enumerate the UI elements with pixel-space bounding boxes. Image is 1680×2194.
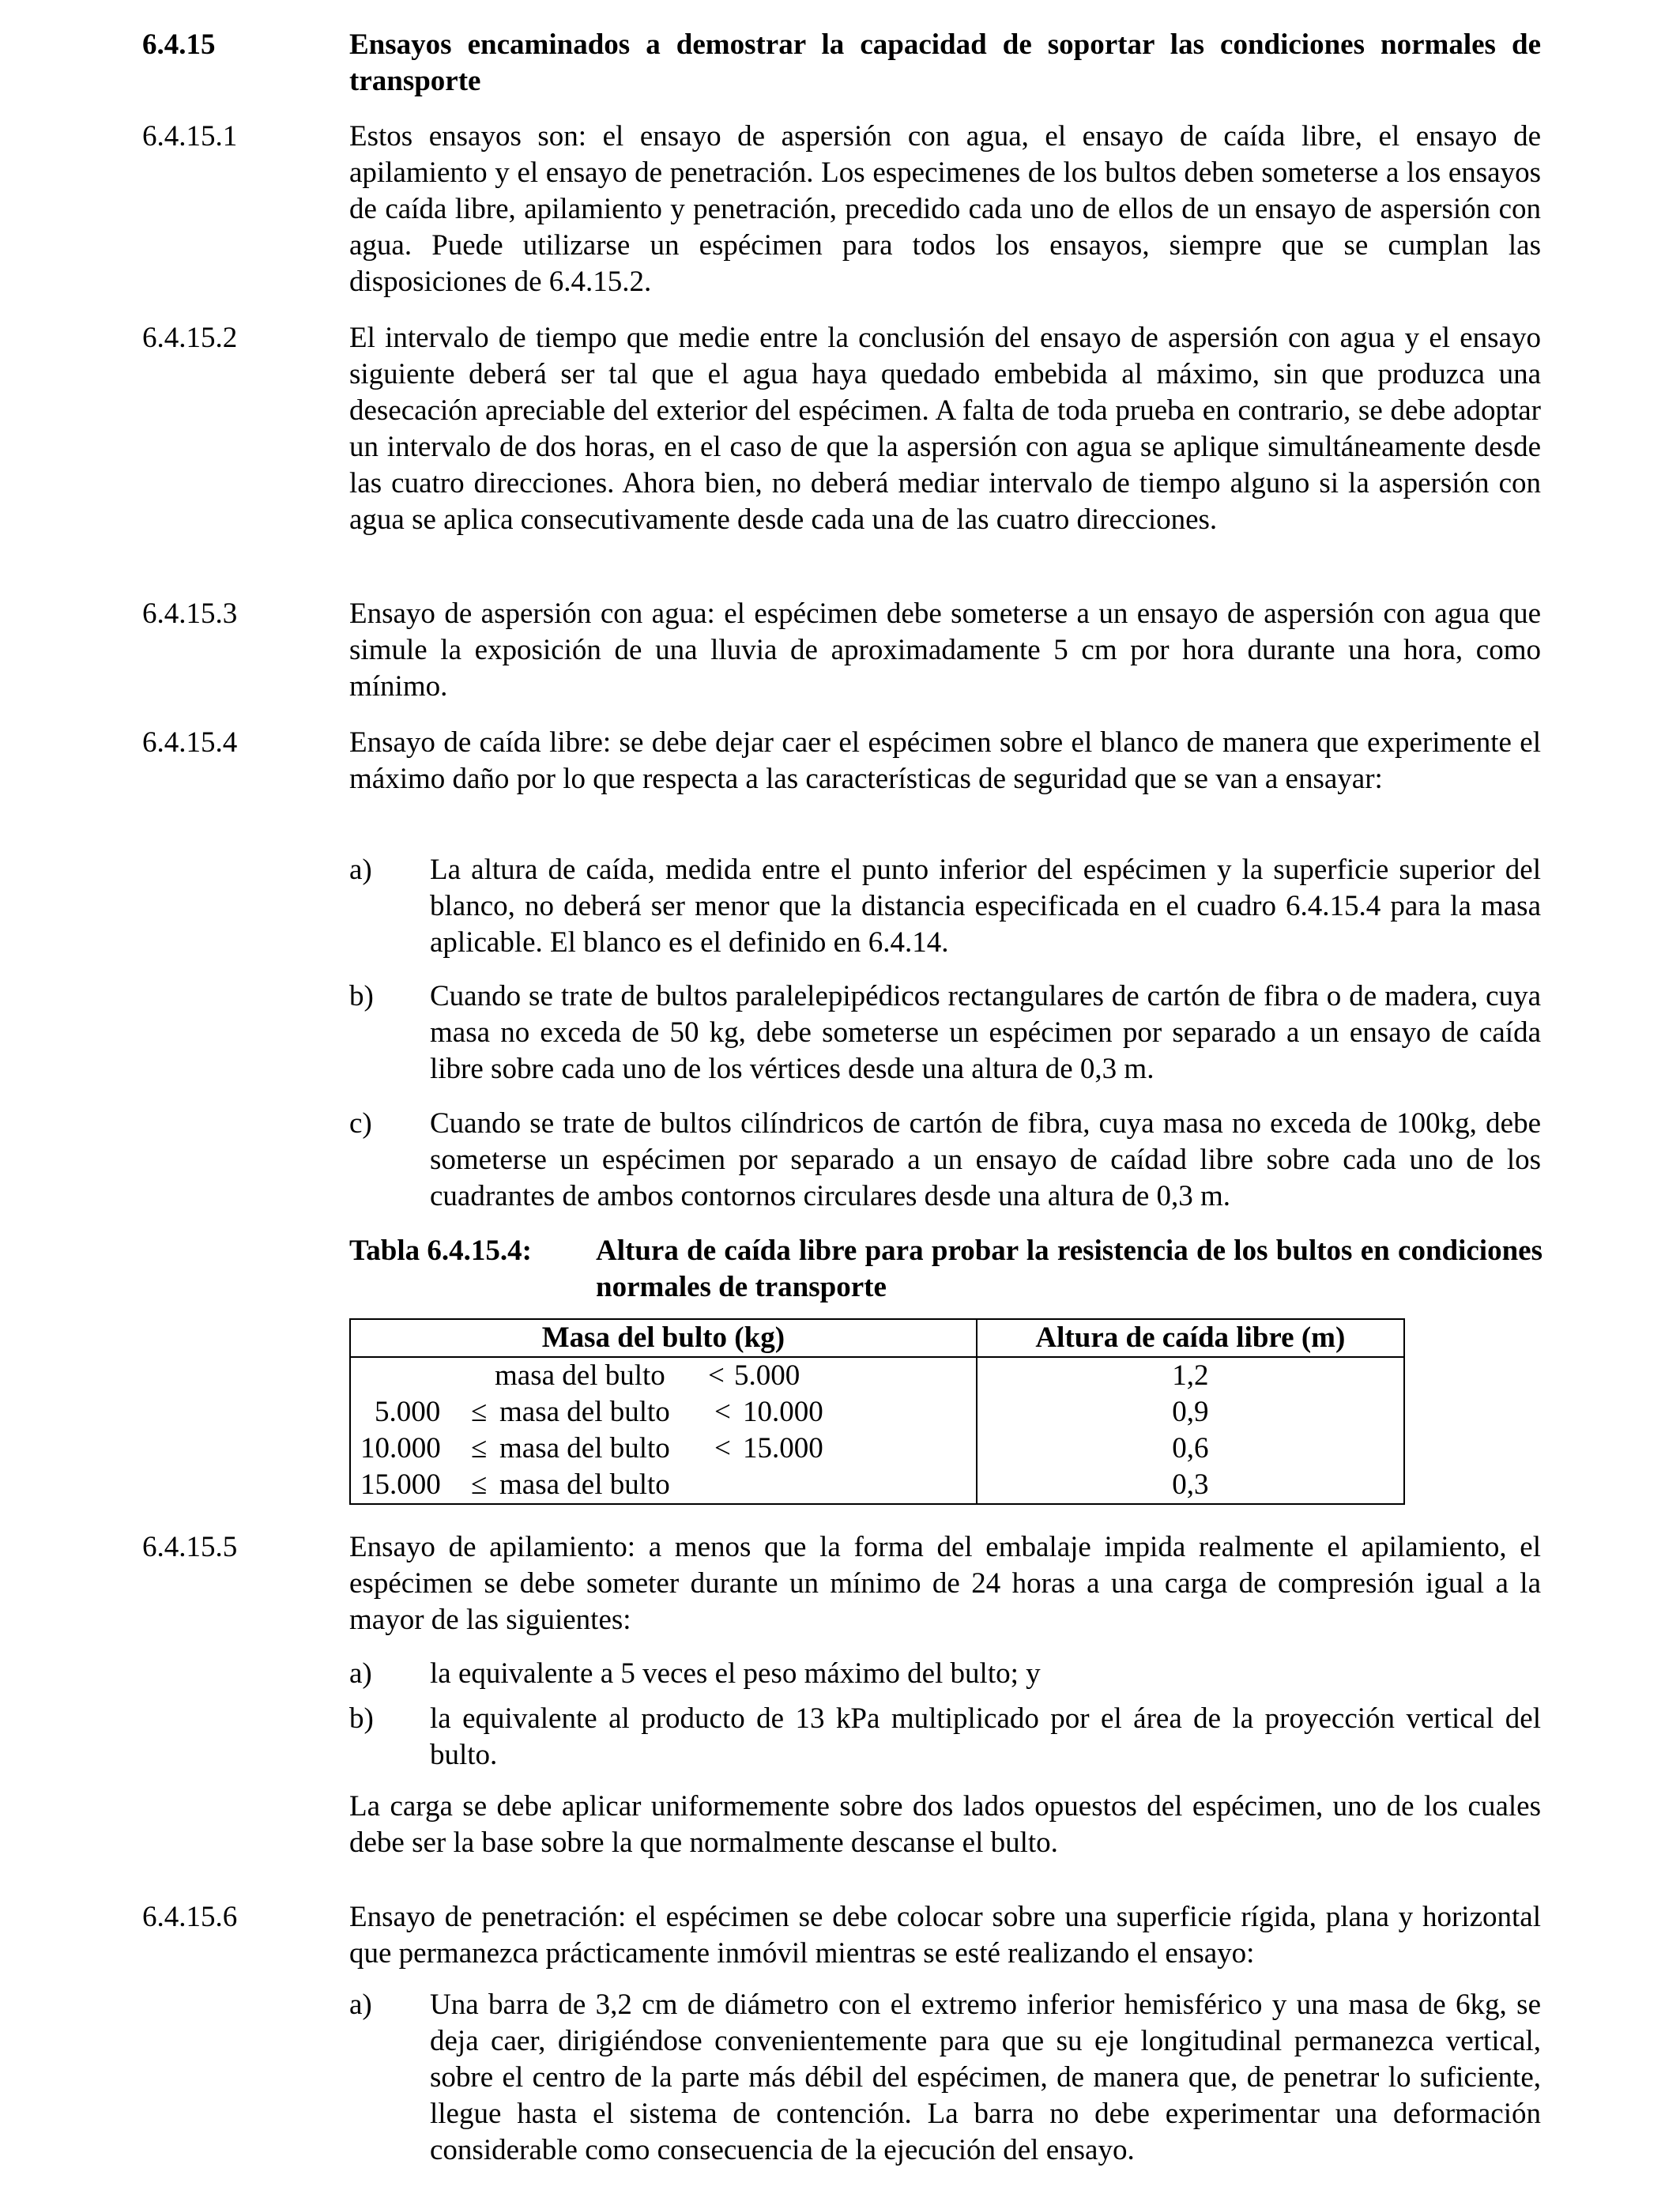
item-text: Cuando se trate de bultos paralelepipédicos rectangulares de cartón de fibra o de madera, cuya masa no exceda de 50 kg, debe someterse un espécimen por separado a un ensayo de caída libre sobre cada uno de los vértices desde una altura de 0,3 m. <box>430 980 1541 1085</box>
section-text: El intervalo de tiempo que medie entre la conclusión del ensayo de aspersión con agua y el ensayo siguiente deberá ser tal que el agua haya quedado embebida al máximo, sin que produzca una desecación apreciable del exterior del espécimen. A falta de toda prueba en contrario, se debe adoptar un intervalo de dos horas, en el caso de que la aspersión con agua se aplique simultáneamente desde las cuatro direcciones. Ahora bien, no deberá mediar intervalo de tiempo alguno si la aspersión con agua se aplica consecutivamente desde cada una de las cuatro direcciones. <box>349 322 1541 536</box>
item-label: c) <box>349 1107 372 1140</box>
mass-upper-bound: 5.000 <box>734 1359 800 1392</box>
item-label: a) <box>349 1657 372 1690</box>
section-number: 6.4.15.5 <box>142 1531 238 1563</box>
mass-label: masa del bulto <box>499 1396 670 1428</box>
section-number: 6.4.15.4 <box>142 726 238 759</box>
mass-upper-bound: 15.000 <box>743 1432 823 1465</box>
mass-upper-bound: 10.000 <box>743 1396 823 1428</box>
mass-range-cell <box>350 1394 977 1431</box>
list-item <box>142 1701 1541 1774</box>
item-text: la equivalente al producto de 13 kPa multiplicado por el área de la proyección vertical del bulto. <box>430 1702 1541 1771</box>
section-number: 6.4.15.6 <box>142 1901 238 1933</box>
item-text: La altura de caída, medida entre el punto inferior del espécimen y la superficie superior del blanco, no deberá ser menor que la distancia especificada en el cuadro 6.4.15.4 para la masa aplicable. El blanco es el definido en 6.4.14. <box>430 854 1541 959</box>
item-label: b) <box>349 980 374 1012</box>
table-header-height: Altura de caída libre (m) <box>977 1319 1404 1357</box>
list-item <box>142 852 1541 961</box>
drop-height-cell: 0,3 <box>977 1467 1404 1504</box>
section-6-4-15-3 <box>142 596 1541 705</box>
less-than-sign: < <box>708 1359 725 1392</box>
item-label: a) <box>349 1989 372 2021</box>
table-caption-text: Altura de caída libre para probar la resistencia de los bultos en condiciones normales de transporte <box>596 1235 1543 1303</box>
less-equal-sign: ≤ <box>471 1396 488 1428</box>
list-item <box>142 1987 1541 2169</box>
drop-height-table <box>349 1318 1405 1505</box>
section-6-4-15-5 <box>142 1529 1541 1638</box>
section-6-4-15-6 <box>142 1899 1541 1972</box>
list-item <box>142 978 1541 1088</box>
section-text: Ensayo de apilamiento: a menos que la forma del embalaje impida realmente el apilamiento, el espécimen se debe someter durante un mínimo de 24 horas a una carga de compresión igual a la mayor de las siguientes: <box>349 1531 1541 1636</box>
drop-height-cell: 0,9 <box>977 1394 1404 1431</box>
item-text: Una barra de 3,2 cm de diámetro con el extremo inferior hemisférico y una masa de 6kg, se deja caer, dirigiéndose convenientemente para que su eje longitudinal permanezca vertical, sobre el centro de la parte más débil del espécimen, de manera que, de penetrar lo suficiente, llegue hasta el sistema de contención. La barra no debe experimentar una deformación considerable como consecuencia de la ejecución del ensayo. <box>430 1989 1541 2166</box>
less-equal-sign: ≤ <box>471 1432 488 1465</box>
list-item <box>142 1656 1541 1692</box>
section-text: Ensayo de penetración: el espécimen se debe colocar sobre una superficie rígida, plana y horizontal que permanezca prácticamente inmóvil mientras se esté realizando el ensayo: <box>349 1901 1541 1970</box>
table-row <box>350 1467 1404 1504</box>
table-row <box>350 1431 1404 1467</box>
section-6-4-15-4 <box>142 725 1541 797</box>
less-than-sign: < <box>714 1396 731 1428</box>
section-number: 6.4.15.3 <box>142 598 238 630</box>
mass-lower-bound: 10.000 <box>360 1432 441 1465</box>
item-text: Cuando se trate de bultos cilíndricos de cartón de fibra, cuya masa no exceda de 100kg, debe someterse un espécimen por separado a un ensayo de caídad libre sobre cada uno de los cuadrantes de ambos contornos circulares desde una altura de 0,3 m. <box>430 1107 1541 1212</box>
table-caption-label: Tabla 6.4.15.4: <box>349 1235 532 1267</box>
table-row <box>350 1394 1404 1431</box>
drop-height-cell: 1,2 <box>977 1357 1404 1394</box>
mass-label: masa del bulto <box>499 1432 670 1465</box>
section-text: Ensayo de aspersión con agua: el espécimen debe someterse a un ensayo de aspersión con agua que simule la exposición de una lluvia de aproximadamente 5 cm por hora durante una hora, como mínimo. <box>349 598 1541 703</box>
list-item <box>142 1106 1541 1215</box>
mass-label: masa del bulto <box>499 1468 670 1501</box>
table-caption <box>349 1233 1543 1306</box>
section-6-4-15-5-closing <box>142 1789 1541 1861</box>
mass-range-cell <box>350 1467 977 1504</box>
item-text: la equivalente a 5 veces el peso máximo del bulto; y <box>430 1657 1041 1690</box>
drop-height-cell: 0,6 <box>977 1431 1404 1467</box>
section-text: Ensayo de caída libre: se debe dejar caer el espécimen sobre el blanco de manera que experimente el máximo daño por lo que respecta a las características de seguridad que se van a ensayar: <box>349 726 1541 795</box>
section-number: 6.4.15.2 <box>142 322 238 354</box>
section-number: 6.4.15 <box>142 28 216 61</box>
table-row <box>350 1357 1404 1394</box>
section-6-4-15-2 <box>142 320 1541 538</box>
mass-range-cell <box>350 1357 977 1394</box>
mass-lower-bound: 15.000 <box>360 1468 441 1501</box>
section-text: La carga se debe aplicar uniformemente sobre dos lados opuestos del espécimen, uno de los cuales debe ser la base sobre la que normalmente descanse el bulto. <box>349 1790 1541 1859</box>
section-title: Ensayos encaminados a demostrar la capacidad de soportar las condiciones normales de transporte <box>349 28 1541 97</box>
table-header-mass: Masa del bulto (kg) <box>350 1319 977 1357</box>
section-number: 6.4.15.1 <box>142 120 238 153</box>
section-text: Estos ensayos son: el ensayo de aspersión con agua, el ensayo de caída libre, el ensayo de apilamiento y el ensayo de penetración. Los especimenes de los bultos deben someterse a los ensayos de caída libre, apilamiento y penetración, precedido cada uno de ellos de un ensayo de aspersión con agua. Puede utilizarse un espécimen para todos los ensayos, siempre que se cumplan las disposiciones de 6.4.15.2. <box>349 120 1541 298</box>
less-equal-sign: ≤ <box>471 1468 488 1501</box>
section-6-4-15-1 <box>142 119 1541 300</box>
mass-lower-bound: 5.000 <box>375 1396 441 1428</box>
mass-label: masa del bulto <box>495 1359 665 1392</box>
item-label: a) <box>349 854 372 886</box>
mass-range-cell <box>350 1431 977 1467</box>
section-6-4-15 <box>142 27 1541 100</box>
less-than-sign: < <box>714 1432 731 1465</box>
item-label: b) <box>349 1702 374 1735</box>
